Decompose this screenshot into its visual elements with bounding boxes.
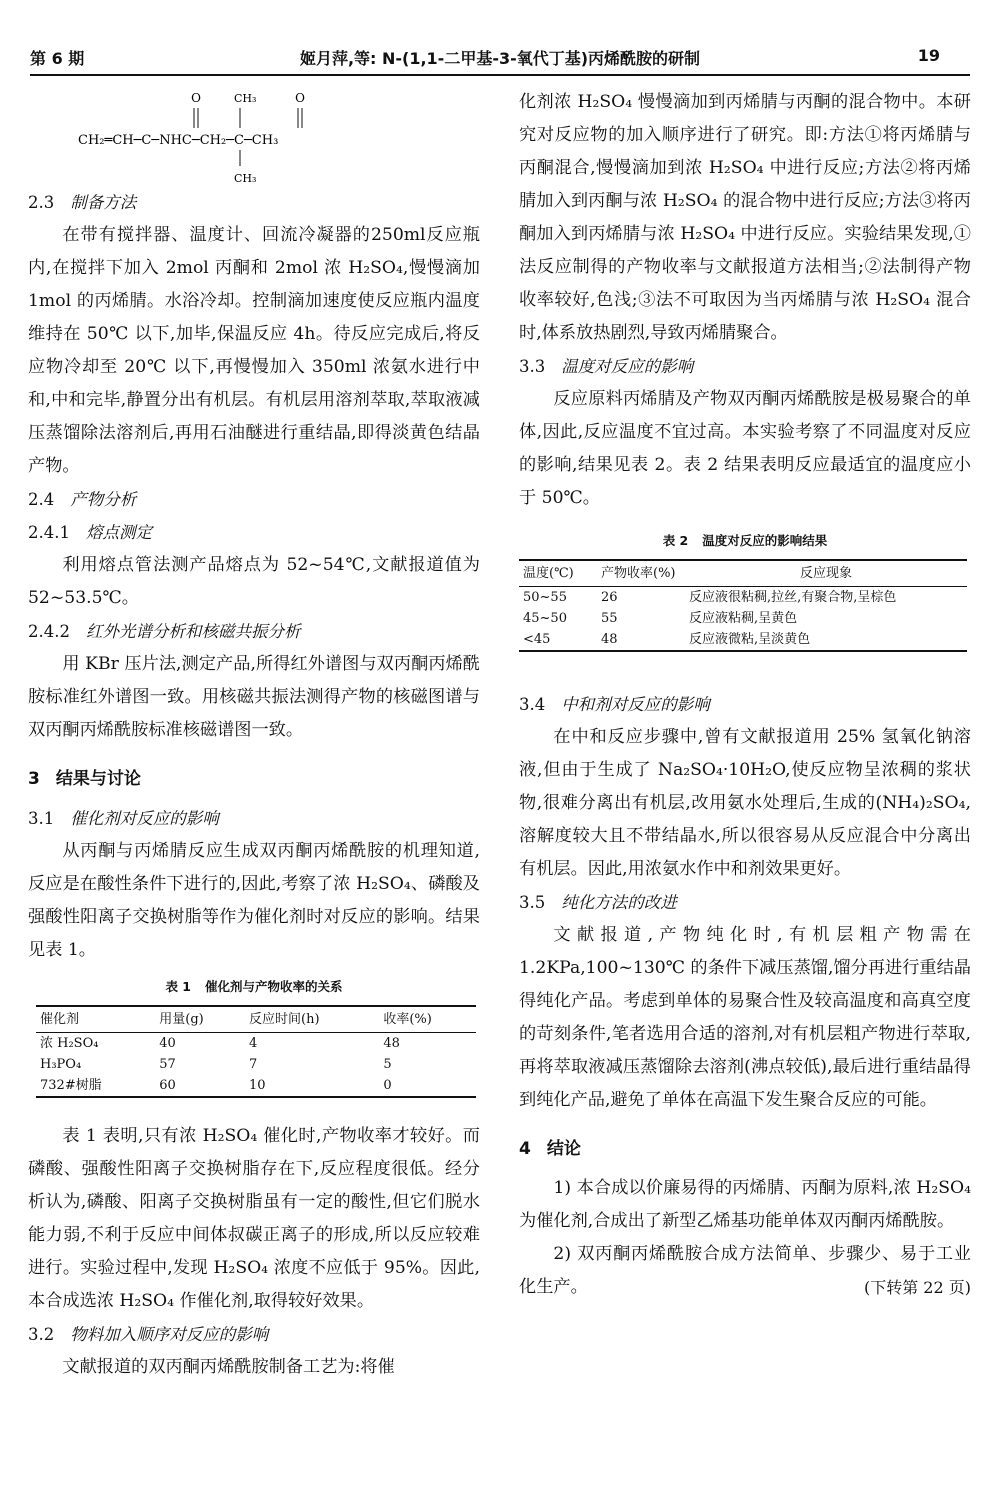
left-column xyxy=(28,86,480,1384)
section-3-4-heading: 3.4 中和剂对反应的影响 xyxy=(519,695,710,714)
issue-label: 第 6 期 xyxy=(30,49,85,68)
paragraph-3-4: 在中和反应步骤中,曾有文献报道用 25% 氢氧化钠溶液,但由于生成了 Na₂SO₄·10H₂O,使反应物呈浓稠的浆状物,很难分离出有机层,改用氨水处理后,生成的(NH₄)₂SO₄,溶解度较大且不带结晶水,所以很容易从反应混合中分离出有机层。因此,用浓氨水作中和剂效果更好。 xyxy=(519,727,971,879)
table-cell: 用量(g) xyxy=(159,1012,204,1027)
table-cell: 收率(%) xyxy=(383,1012,432,1027)
paragraph-3-2-continued: 化剂浓 H₂SO₄ 慢慢滴加到丙烯腈与丙酮的混合物中。本研究对反应物的加入顺序进行了研究。即:方法①将丙烯腈与丙酮混合,慢慢滴加到浓 H₂SO₄ 中进行反应;方法②将丙烯腈加入到丙酮与浓 H₂SO₄ 的混合物中进行反应;方法③将丙酮加入到丙烯腈与浓 H₂SO₄ 中进行反应。实验结果发现,①法反应制得的产物收率与文献报道方法相当;②法制得产物收率较好,色浅;③法不可取因为当丙烯腈与浓 H₂SO₄ 混合时,体系放热剧烈,导致丙烯腈聚合。 xyxy=(519,92,971,343)
table-cell: 反应液粘稠,呈黄色 xyxy=(689,611,798,626)
running-header xyxy=(30,40,970,76)
table-cell: 产物收率(%) xyxy=(601,566,676,581)
table-cell: 45~50 xyxy=(523,611,567,626)
table-cell: 40 xyxy=(159,1036,176,1051)
table-cell: 5 xyxy=(383,1057,392,1072)
table-row xyxy=(519,608,967,629)
paragraph-after-table-1: 表 1 表明,只有浓 H₂SO₄ 催化时,产物收率才较好。而磷酸、强酸性阳离子交换树脂存在下,反应程度很低。经分析认为,磷酸、阳离子交换树脂虽有一定的酸性,但它们脱水能力弱,不利于反应中间体叔碳正离子的形成,所以反应较难进行。实验过程中,发现 H₂SO₄ 浓度不应低于 95%。因此,本合成选浓 H₂SO₄ 作催化剂,取得较好效果。 xyxy=(28,1126,480,1311)
table-row xyxy=(36,1033,476,1055)
table-2-header-row xyxy=(519,560,967,587)
paragraph-3-2-start: 文献报道的双丙酮丙烯酰胺制备工艺为:将催 xyxy=(62,1357,395,1377)
table-2-caption: 表 2 温度对反应的影响结果 xyxy=(662,533,828,548)
section-3-1-heading: 3.1 催化剂对反应的影响 xyxy=(28,809,219,828)
right-column xyxy=(519,86,971,1304)
continued-note: (下转第 22 页) xyxy=(863,1278,971,1297)
paragraph-3-1: 从丙酮与丙烯腈反应生成双丙酮丙烯酰胺的机理知道,反应是在酸性条件下进行的,因此,考察了浓 H₂SO₄、磷酸及强酸性阳离子交换树脂等作为催化剂时对反应的影响。结果见表 1。 xyxy=(28,841,480,960)
section-3-3-heading: 3.3 温度对反应的影响 xyxy=(519,357,694,376)
table-cell: 0 xyxy=(383,1078,392,1093)
table-cell: 50~55 xyxy=(523,590,567,605)
paragraph-3-5: 文献报道,产物纯化时,有机层粗产物需在 1.2KPa,100~130℃ 的条件下减压蒸馏,馏分再进行重结晶得纯化产品。考虑到单体的易聚合性及较高温度和高真空度的苛刻条件,笔者选用合适的溶剂,对有机层粗产物进行萃取,再将萃取液减压蒸馏除去溶剂(沸点较低),最后进行重结晶得到纯化产品,避免了单体在高温下发生聚合反应的可能。 xyxy=(519,925,971,1110)
paragraph-2-3: 在带有搅拌器、温度计、回流冷凝器的250ml反应瓶内,在搅拌下加入 2mol 丙酮和 2mol 浓 H₂SO₄,慢慢滴加 1mol 的丙烯腈。水浴冷却。控制滴加速度使反应瓶内温度维持在 50℃ 以下,加毕,保温反应 4h。待反应完成后,将反应物冷却至 20℃ 以下,再慢慢加入 350ml 浓氨水进行中和,中和完毕,静置分出有机层。有机层用溶剂萃取,萃取液减压蒸馏除法溶剂后,再用石油醚进行重结晶,即得淡黄色结晶产物。 xyxy=(28,225,480,476)
table-cell: 26 xyxy=(601,590,618,605)
table-cell: 催化剂 xyxy=(40,1012,80,1027)
section-2-4-heading: 2.4 产物分析 xyxy=(28,490,137,509)
table-cell: 732#树脂 xyxy=(40,1078,102,1093)
conclusion-item-1: 1) 本合成以价廉易得的丙烯腈、丙酮为原料,浓 H₂SO₄ 为催化剂,合成出了新型乙烯基功能单体双丙酮丙烯酰胺。 xyxy=(519,1178,971,1231)
table-cell: 55 xyxy=(601,611,618,626)
section-3-2-heading: 3.2 物料加入顺序对反应的影响 xyxy=(28,1325,269,1344)
running-title: 姬月萍,等: N-(1,1-二甲基-3-氧代丁基)丙烯酰胺的研制 xyxy=(299,49,701,68)
table-cell: <45 xyxy=(523,632,551,647)
table-row xyxy=(36,1054,476,1075)
table-2 xyxy=(519,559,967,652)
table-cell: 温度(℃) xyxy=(523,566,574,581)
table-cell: 反应液很粘稠,拉丝,有聚合物,呈棕色 xyxy=(689,590,897,605)
table-1-caption: 表 1 催化剂与产物收率的关系 xyxy=(165,979,343,994)
paragraph-3-3: 反应原料丙烯腈及产物双丙酮丙烯酰胺是极易聚合的单体,因此,反应温度不宜过高。本实验考察了不同温度对反应的影响,结果见表 2。表 2 结果表明反应最适宜的温度应小于 50℃。 xyxy=(519,389,971,508)
structure-o-left: O xyxy=(191,91,201,105)
table-cell: 48 xyxy=(383,1036,400,1051)
table-cell: 反应时间(h) xyxy=(249,1012,320,1027)
structure-diagram xyxy=(78,86,418,186)
conclusion-item-2: 2) 双丙酮丙烯酰胺合成方法简单、步骤少、易于工业化生产。 (下转第 22 页) xyxy=(519,1238,971,1304)
table-cell: 反应现象 xyxy=(799,566,852,581)
page-number: 19 xyxy=(917,46,940,65)
table-cell: 60 xyxy=(159,1078,176,1093)
section-3-5-heading: 3.5 纯化方法的改进 xyxy=(519,893,677,912)
table-cell: H₃PO₄ xyxy=(40,1057,82,1072)
table-1 xyxy=(36,1005,476,1098)
table-cell: 反应液微粘,呈淡黄色 xyxy=(689,632,811,647)
chemical-structure xyxy=(28,86,480,186)
paragraph-2-4-2: 用 KBr 压片法,测定产品,所得红外谱图与双丙酮丙烯酰胺标准红外谱图一致。用核磁共振法测得产物的核磁图谱与双丙酮丙烯酰胺标准核磁谱图一致。 xyxy=(28,654,480,740)
table-cell: 48 xyxy=(601,632,618,647)
section-2-4-2-heading: 2.4.2 红外光谱分析和核磁共振分析 xyxy=(28,622,301,641)
structure-o-right: O xyxy=(295,91,305,105)
table-cell: 10 xyxy=(249,1078,266,1093)
section-3-heading: 3 结果与讨论 xyxy=(28,769,141,789)
paragraph-2-4-1: 利用熔点管法测产品熔点为 52~54℃,文献报道值为 52~53.5℃。 xyxy=(28,555,480,608)
section-2-4-1-heading: 2.4.1 熔点测定 xyxy=(28,523,152,542)
table-cell: 57 xyxy=(159,1057,176,1072)
table-row xyxy=(519,629,967,651)
structure-ch3-top: CH₃ xyxy=(234,92,257,105)
table-row xyxy=(36,1075,476,1097)
structure-chain: CH₂═CH─C─NHC─CH₂─C─CH₃ xyxy=(78,133,279,148)
structure-ch3-bottom: CH₃ xyxy=(234,172,257,185)
table-cell: 浓 H₂SO₄ xyxy=(40,1036,99,1051)
table-1-header-row xyxy=(36,1006,476,1033)
table-cell: 7 xyxy=(249,1057,258,1072)
table-row xyxy=(519,587,967,609)
section-4-heading: 4 结论 xyxy=(519,1139,581,1159)
table-cell: 4 xyxy=(249,1036,258,1051)
section-2-3-heading: 2.3 制备方法 xyxy=(28,193,137,212)
